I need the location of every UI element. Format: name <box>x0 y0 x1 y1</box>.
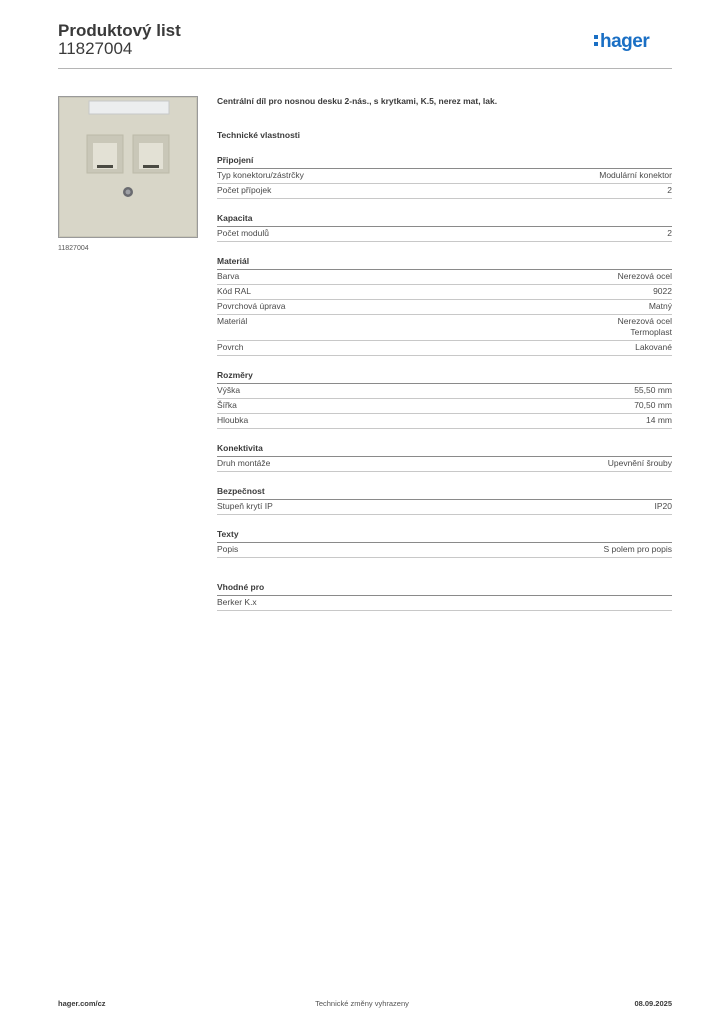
spec-value-line: 14 mm <box>646 415 672 425</box>
spec-value <box>603 544 672 555</box>
product-code: 11827004 <box>58 39 133 58</box>
section-title: Připojení <box>217 155 672 169</box>
product-image <box>58 96 198 238</box>
spec-row <box>217 300 672 315</box>
spec-row <box>217 543 672 558</box>
spec-label: Materiál <box>217 316 248 326</box>
suitable-title: Vhodné pro <box>217 582 672 596</box>
spec-label: Stupeň krytí IP <box>217 501 273 511</box>
spec-label: Povrch <box>217 342 244 352</box>
spec-sections <box>217 155 672 558</box>
spec-label: Popis <box>217 544 239 554</box>
section-title: Bezpečnost <box>217 486 672 500</box>
spec-value-line: Nerezová ocel <box>617 271 672 281</box>
spec-value-line: 55,50 mm <box>634 385 672 395</box>
spec-row <box>217 315 672 341</box>
spec-label: Výška <box>217 385 241 395</box>
spec-value-line: 70,50 mm <box>634 400 672 410</box>
spec-value <box>653 286 672 297</box>
spec-value <box>608 458 672 469</box>
spec-value-line: 2 <box>667 185 672 195</box>
footer-website[interactable]: hager.com/cz <box>58 999 106 1008</box>
spec-row <box>217 285 672 300</box>
spec-value <box>635 342 672 353</box>
suitable-item <box>217 596 672 611</box>
spec-label: Kód RAL <box>217 286 252 296</box>
spec-value-line: 9022 <box>653 286 672 296</box>
spec-label: Typ konektoru/zástrčky <box>217 170 304 180</box>
section-title: Materiál <box>217 256 672 270</box>
spec-value <box>634 385 672 396</box>
spec-value <box>655 501 673 512</box>
spec-row <box>217 169 672 184</box>
spec-value-line: Matný <box>648 301 672 311</box>
footer-date: 08.09.2025 <box>634 999 672 1008</box>
suitable-list <box>217 596 672 611</box>
spec-value-line: IP20 <box>654 501 672 511</box>
spec-value <box>667 228 672 239</box>
spec-row <box>217 399 672 414</box>
spec-row <box>217 457 672 472</box>
spec-value-line: S polem pro popis <box>603 544 672 554</box>
spec-value-line: Termoplast <box>630 327 672 337</box>
suitable-item-label: Berker K.x <box>217 597 257 607</box>
spec-value-line: Upevnění šrouby <box>607 458 672 468</box>
section-title: Kapacita <box>217 213 672 227</box>
spec-label: Hloubka <box>217 415 249 425</box>
spec-value <box>634 400 672 411</box>
spec-section <box>217 443 672 472</box>
spec-value <box>618 316 672 338</box>
logo-text: hager <box>600 31 650 52</box>
image-caption: 11827004 <box>58 245 89 252</box>
spec-section <box>217 155 672 199</box>
product-description: Centrální díl pro nosnou desku 2-nás., s krytkami, K.5, nerez mat, lak. <box>217 96 498 106</box>
spec-value-line: 2 <box>667 228 672 238</box>
spec-value-line: Nerezová ocel <box>617 316 672 326</box>
spec-row <box>217 500 672 515</box>
spec-value <box>599 170 672 181</box>
spec-section <box>217 256 672 356</box>
spec-row <box>217 184 672 199</box>
section-title: Texty <box>217 529 672 543</box>
spec-value <box>618 271 672 282</box>
spec-row <box>217 270 672 285</box>
spec-value <box>667 185 672 196</box>
spec-label: Povrchová úprava <box>217 301 286 311</box>
page-title: Produktový list <box>58 21 181 40</box>
spec-value-line: Modulární konektor <box>599 170 672 180</box>
footer-notice: Technické změny vyhrazeny <box>315 999 409 1008</box>
spec-value-line: Lakované <box>635 342 672 352</box>
spec-row <box>217 227 672 242</box>
spec-label: Počet modulů <box>217 228 269 238</box>
spec-label: Šířka <box>217 400 237 410</box>
spec-row <box>217 341 672 356</box>
header-divider <box>58 68 672 69</box>
spec-value <box>649 301 672 312</box>
section-title: Rozměry <box>217 370 672 384</box>
spec-label: Druh montáže <box>217 458 271 468</box>
spec-value <box>646 415 672 426</box>
technical-heading: Technické vlastnosti <box>217 130 300 140</box>
spec-row <box>217 414 672 429</box>
spec-label: Barva <box>217 271 240 281</box>
spec-content <box>217 96 672 611</box>
hager-logo <box>592 27 672 55</box>
spec-section <box>217 213 672 242</box>
spec-section <box>217 486 672 515</box>
spec-row <box>217 384 672 399</box>
spec-section <box>217 370 672 429</box>
section-title: Konektivita <box>217 443 672 457</box>
spec-section <box>217 529 672 558</box>
spec-label: Počet přípojek <box>217 185 272 195</box>
suitable-section <box>217 582 672 611</box>
